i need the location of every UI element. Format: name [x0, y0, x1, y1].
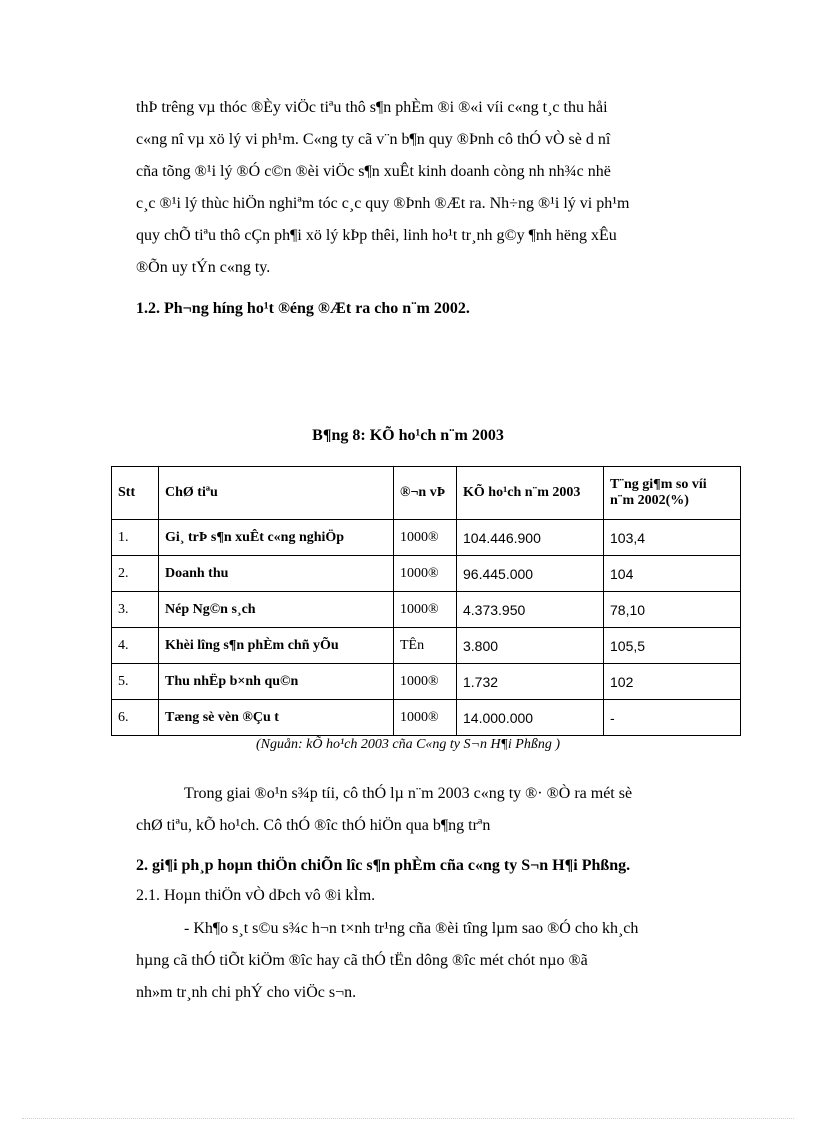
- section-heading-1-2: 1.2. Ph¬ng híng ho¹t ®éng ®Æt ra cho n¨m 2002.: [136, 300, 470, 317]
- paragraph-survey: [136, 913, 740, 1009]
- table-row: [112, 520, 741, 556]
- paragraph-line: thÞ trêng vµ thóc ®Èy viÖc tiªu thô s¶n phÈm ®i ®«i víi c«ng t¸c thu håi: [136, 99, 608, 116]
- header-unit: ®¬n vÞ: [394, 467, 457, 520]
- paragraph-line: nh»m tr¸nh chi phÝ cho viÖc s¬n.: [136, 984, 357, 1001]
- paragraph-line: ®Õn uy tÝn c«ng ty.: [136, 259, 271, 276]
- cell-change: 104: [604, 556, 741, 592]
- cell-change: 78,10: [604, 592, 741, 628]
- paragraph-line: quy chÕ tiªu thô cÇn ph¶i xö lý kÞp thêi, linh ho¹t tr¸nh g©y ¶nh hëng xÊu: [136, 227, 617, 244]
- cell-stt: 4.: [112, 628, 159, 664]
- cell-stt: 3.: [112, 592, 159, 628]
- header-stt: Stt: [112, 467, 159, 520]
- cell-unit: 1000®: [394, 592, 457, 628]
- cell-plan: 104.446.900: [457, 520, 604, 556]
- cell-unit: 1000®: [394, 556, 457, 592]
- subsection-heading-2-1: 2.1. Hoµn thiÖn vÒ dÞch vô ®i kÌm.: [136, 887, 376, 904]
- cell-indicator: Thu nhËp b×nh qu©n: [159, 664, 394, 700]
- cell-indicator: Nép Ng©n s¸ch: [159, 592, 394, 628]
- header-plan: KÕ ho¹ch n¨m 2003: [457, 467, 604, 520]
- cell-stt: 2.: [112, 556, 159, 592]
- paragraph-line: cña tõng ®¹i lý ®Ó c©n ®èi viÖc s¶n xuÊt kinh doanh còng nh nh¾c nhë: [136, 163, 611, 180]
- plan-table: [111, 466, 741, 736]
- cell-plan: 4.373.950: [457, 592, 604, 628]
- cell-plan: 1.732: [457, 664, 604, 700]
- table-title: B¶ng 8: KÕ ho¹ch n¨m 2003: [312, 427, 504, 444]
- cell-unit: 1000®: [394, 520, 457, 556]
- cell-stt: 6.: [112, 700, 159, 736]
- table-row: [112, 592, 741, 628]
- cell-change: 105,5: [604, 628, 741, 664]
- cell-plan: 14.000.000: [457, 700, 604, 736]
- cell-plan: 96.445.000: [457, 556, 604, 592]
- cell-indicator: Tæng sè vèn ®Çu t: [159, 700, 394, 736]
- page-bottom-divider: [22, 1118, 794, 1119]
- paragraph-line: c¸c ®¹i lý thùc hiÖn nghiªm tóc c¸c quy ®Þnh ®Æt ra. Nh÷ng ®¹i lý vi ph¹m: [136, 195, 630, 212]
- table-header-row: [112, 467, 741, 520]
- paragraph-line: hµng cã thÓ tiÕt kiÖm ®îc hay cã thÓ tËn dông ®îc mét chót nµo ®ã: [136, 952, 588, 969]
- cell-change: 102: [604, 664, 741, 700]
- cell-plan: 3.800: [457, 628, 604, 664]
- cell-unit: 1000®: [394, 700, 457, 736]
- cell-change: -: [604, 700, 741, 736]
- paragraph-line: - Kh¶o s¸t s©u s¾c h¬n t×nh tr¹ng cña ®èi tîng lµm sao ®Ó cho kh¸ch: [184, 920, 639, 937]
- table-row: [112, 628, 741, 664]
- cell-unit: 1000®: [394, 664, 457, 700]
- cell-stt: 1.: [112, 520, 159, 556]
- table-row: [112, 700, 741, 736]
- cell-indicator: Gi¸ trÞ s¶n xuÊt c«ng nghiÖp: [159, 520, 394, 556]
- cell-unit: TÊn: [394, 628, 457, 664]
- paragraph-line: chØ tiªu, kÕ ho¹ch. Cô thÓ ®îc thÓ hiÖn qua b¶ng trªn: [136, 817, 491, 834]
- cell-indicator: Doanh thu: [159, 556, 394, 592]
- paragraph-line: c«ng nî vµ xö lý vi ph¹m. C«ng ty cã v¨n b¶n quy ®Þnh cô thÓ vÒ sè d nî: [136, 131, 611, 148]
- table-row: [112, 556, 741, 592]
- paragraph-plan-intro: [136, 778, 740, 842]
- paragraph-line: Trong giai ®o¹n s¾p tíi, cô thÓ lµ n¨m 2003 c«ng ty ®· ®Ò ra mét sè: [184, 785, 633, 802]
- table-source-note: (Nguån: kÕ ho¹ch 2003 cña C«ng ty S¬n H¶i Phßng ): [255, 737, 561, 752]
- paragraph-market: [136, 92, 740, 284]
- cell-stt: 5.: [112, 664, 159, 700]
- header-indicator: ChØ tiªu: [159, 467, 394, 520]
- section-heading-2: 2. gi¶i ph¸p hoµn thiÖn chiÕn lîc s¶n phÈm cña c«ng ty S¬n H¶i Phßng.: [136, 857, 631, 874]
- header-change: T¨ng gi¶m so víi n¨m 2002(%): [604, 467, 741, 520]
- cell-indicator: Khèi lîng s¶n phÈm chñ yÕu: [159, 628, 394, 664]
- cell-change: 103,4: [604, 520, 741, 556]
- table-row: [112, 664, 741, 700]
